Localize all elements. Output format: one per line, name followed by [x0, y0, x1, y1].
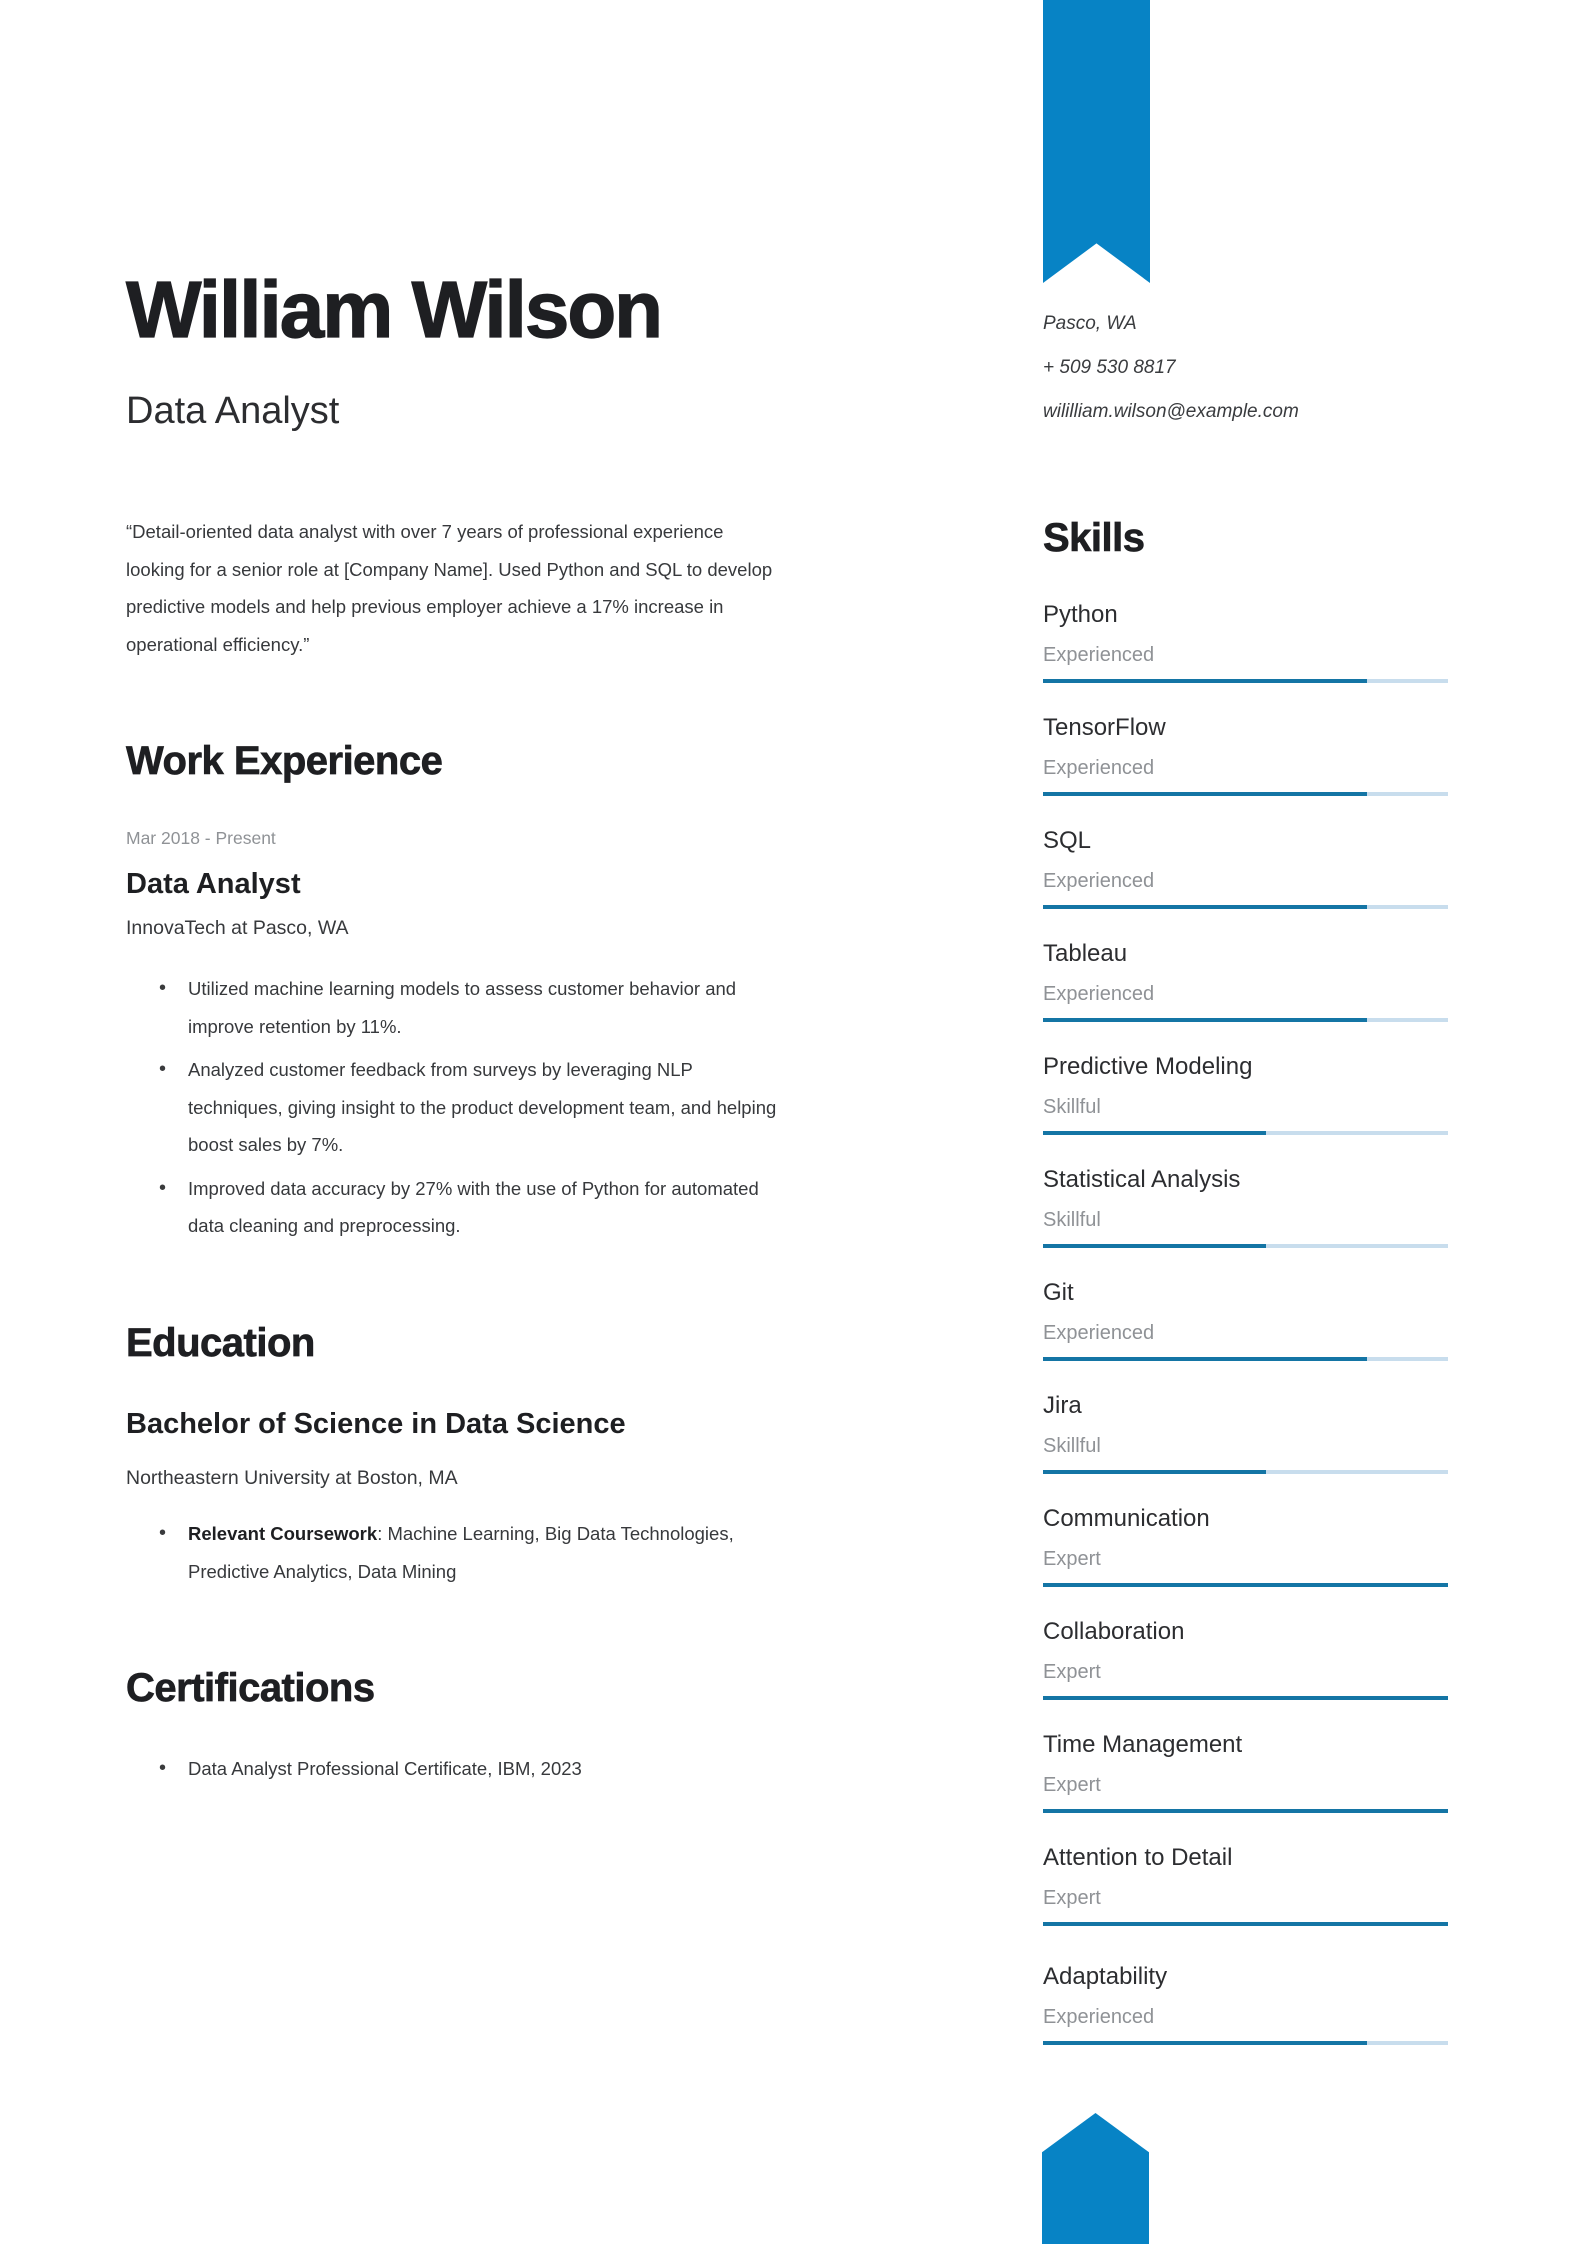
skill-level-label: Skillful: [1043, 1209, 1101, 1231]
coursework-bullet: [126, 1515, 786, 1590]
skill-level-label: Experienced: [1043, 1322, 1155, 1344]
skill-progress-fill: [1043, 679, 1367, 683]
skill-progress-bar: [1043, 1131, 1448, 1135]
skill-progress-bar: [1043, 1470, 1448, 1474]
skill-progress-fill: [1043, 1696, 1448, 1700]
skill-progress-bar: [1043, 1696, 1448, 1700]
contact-location: Pasco, WA: [1043, 313, 1137, 334]
skill-item: [1043, 1845, 1448, 1926]
skill-progress-fill: [1043, 1583, 1448, 1587]
skill-progress-bar: [1043, 792, 1448, 796]
coursework-label: Relevant Coursework: [188, 1523, 378, 1544]
skill-item: [1043, 602, 1448, 683]
skill-item: [1043, 1167, 1448, 1248]
skill-progress-bar: [1043, 1809, 1448, 1813]
skill-level-label: Experienced: [1043, 983, 1155, 1005]
skill-level-label: Expert: [1043, 1887, 1101, 1909]
skill-progress-bar: [1043, 905, 1448, 909]
skill-progress-fill: [1043, 1018, 1367, 1022]
degree-title: Bachelor of Science in Data Science: [126, 1408, 626, 1440]
skill-progress-fill: [1043, 1244, 1266, 1248]
skill-name: Statistical Analysis: [1043, 1166, 1241, 1193]
summary-paragraph: “Detail-oriented data analyst with over 7 years of professional experience looking for a senior role at [Company Name]. Used Python and SQL to develop predictive models and help previous employer achieve a 17% increase in operational efficiency.”: [126, 521, 773, 655]
skill-level-label: Expert: [1043, 1548, 1101, 1570]
skill-progress-bar: [1043, 1018, 1448, 1022]
skill-item: [1043, 715, 1448, 796]
skill-name: Time Management: [1043, 1731, 1243, 1758]
skill-level-label: Expert: [1043, 1774, 1101, 1796]
education-heading: Education: [126, 1321, 315, 1365]
skill-progress-bar: [1043, 679, 1448, 683]
skill-item: [1043, 1619, 1448, 1700]
school-name-location: Northeastern University at Boston, MA: [126, 1467, 458, 1489]
work-bullet: • Utilized machine learning models to assess customer behavior and improve retention by 11%.: [126, 970, 786, 1045]
skill-name: Jira: [1043, 1392, 1082, 1419]
skill-progress-fill: [1043, 1470, 1266, 1474]
skill-name: SQL: [1043, 827, 1092, 854]
work-experience-heading: Work Experience: [126, 739, 443, 783]
skill-progress-fill: [1043, 905, 1367, 909]
skill-name: Predictive Modeling: [1043, 1053, 1253, 1080]
contact-block: [1043, 312, 1299, 444]
skill-item: [1043, 1280, 1448, 1361]
skill-level-label: Skillful: [1043, 1096, 1101, 1118]
work-bullet-list: [126, 970, 786, 1251]
skills-heading: Skills: [1043, 516, 1145, 560]
skill-item: [1043, 1393, 1448, 1474]
skill-name: Git: [1043, 1279, 1074, 1306]
skill-level-label: Experienced: [1043, 2006, 1155, 2028]
contact-phone: + 509 530 8817: [1043, 357, 1176, 378]
job-dates: Mar 2018 - Present: [126, 828, 276, 848]
skill-level-label: Experienced: [1043, 870, 1155, 892]
skill-level-label: Experienced: [1043, 644, 1155, 666]
work-bullet: • Analyzed customer feedback from surveys by leveraging NLP techniques, giving insight to the product development team, and helping boost sales by 7%.: [126, 1051, 786, 1164]
skill-name: Communication: [1043, 1505, 1210, 1532]
skill-item: [1043, 1506, 1448, 1587]
skills-list: [1043, 602, 1448, 2077]
skill-item: [1043, 1964, 1448, 2045]
skill-progress-fill: [1043, 1922, 1448, 1926]
contact-email: wililliam.wilson@example.com: [1043, 401, 1299, 422]
skill-name: Attention to Detail: [1043, 1844, 1233, 1871]
coursework-items: : Machine Learning, Big Data Technologies, Predictive Analytics, Data Mining: [188, 1523, 734, 1582]
person-name: William Wilson: [126, 265, 662, 354]
main-column: [126, 0, 786, 2244]
skill-name: TensorFlow: [1043, 714, 1166, 741]
skill-progress-bar: [1043, 1244, 1448, 1248]
skill-progress-fill: [1043, 2041, 1367, 2045]
certifications-heading: Certifications: [126, 1666, 375, 1710]
skill-progress-bar: [1043, 1922, 1448, 1926]
sidebar: [1043, 0, 1448, 2244]
skill-progress-fill: [1043, 1809, 1448, 1813]
skill-name: Collaboration: [1043, 1618, 1185, 1645]
skill-progress-fill: [1043, 1131, 1266, 1135]
skill-name: Tableau: [1043, 940, 1128, 967]
education-bullet-list: [126, 1515, 786, 1596]
skill-item: [1043, 1054, 1448, 1135]
skill-progress-fill: [1043, 792, 1367, 796]
work-bullet: • Improved data accuracy by 27% with the use of Python for automated data cleaning and preprocessing.: [126, 1170, 786, 1245]
skill-name: Adaptability: [1043, 1963, 1168, 1990]
skill-level-label: Experienced: [1043, 757, 1155, 779]
skill-progress-bar: [1043, 1583, 1448, 1587]
skill-progress-bar: [1043, 1357, 1448, 1361]
certifications-bullet-list: [126, 1750, 786, 1794]
job-title: Data Analyst: [126, 868, 301, 900]
skill-progress-fill: [1043, 1357, 1367, 1361]
skill-item: [1043, 941, 1448, 1022]
skill-name: Python: [1043, 601, 1118, 628]
certification-bullet: • Data Analyst Professional Certificate, IBM, 2023: [126, 1750, 786, 1788]
person-job-title: Data Analyst: [126, 390, 340, 432]
skill-progress-bar: [1043, 2041, 1448, 2045]
job-company-location: InnovaTech at Pasco, WA: [126, 917, 349, 939]
skill-item: [1043, 828, 1448, 909]
skill-level-label: Skillful: [1043, 1435, 1101, 1457]
skill-level-label: Expert: [1043, 1661, 1101, 1683]
skill-item: [1043, 1732, 1448, 1813]
